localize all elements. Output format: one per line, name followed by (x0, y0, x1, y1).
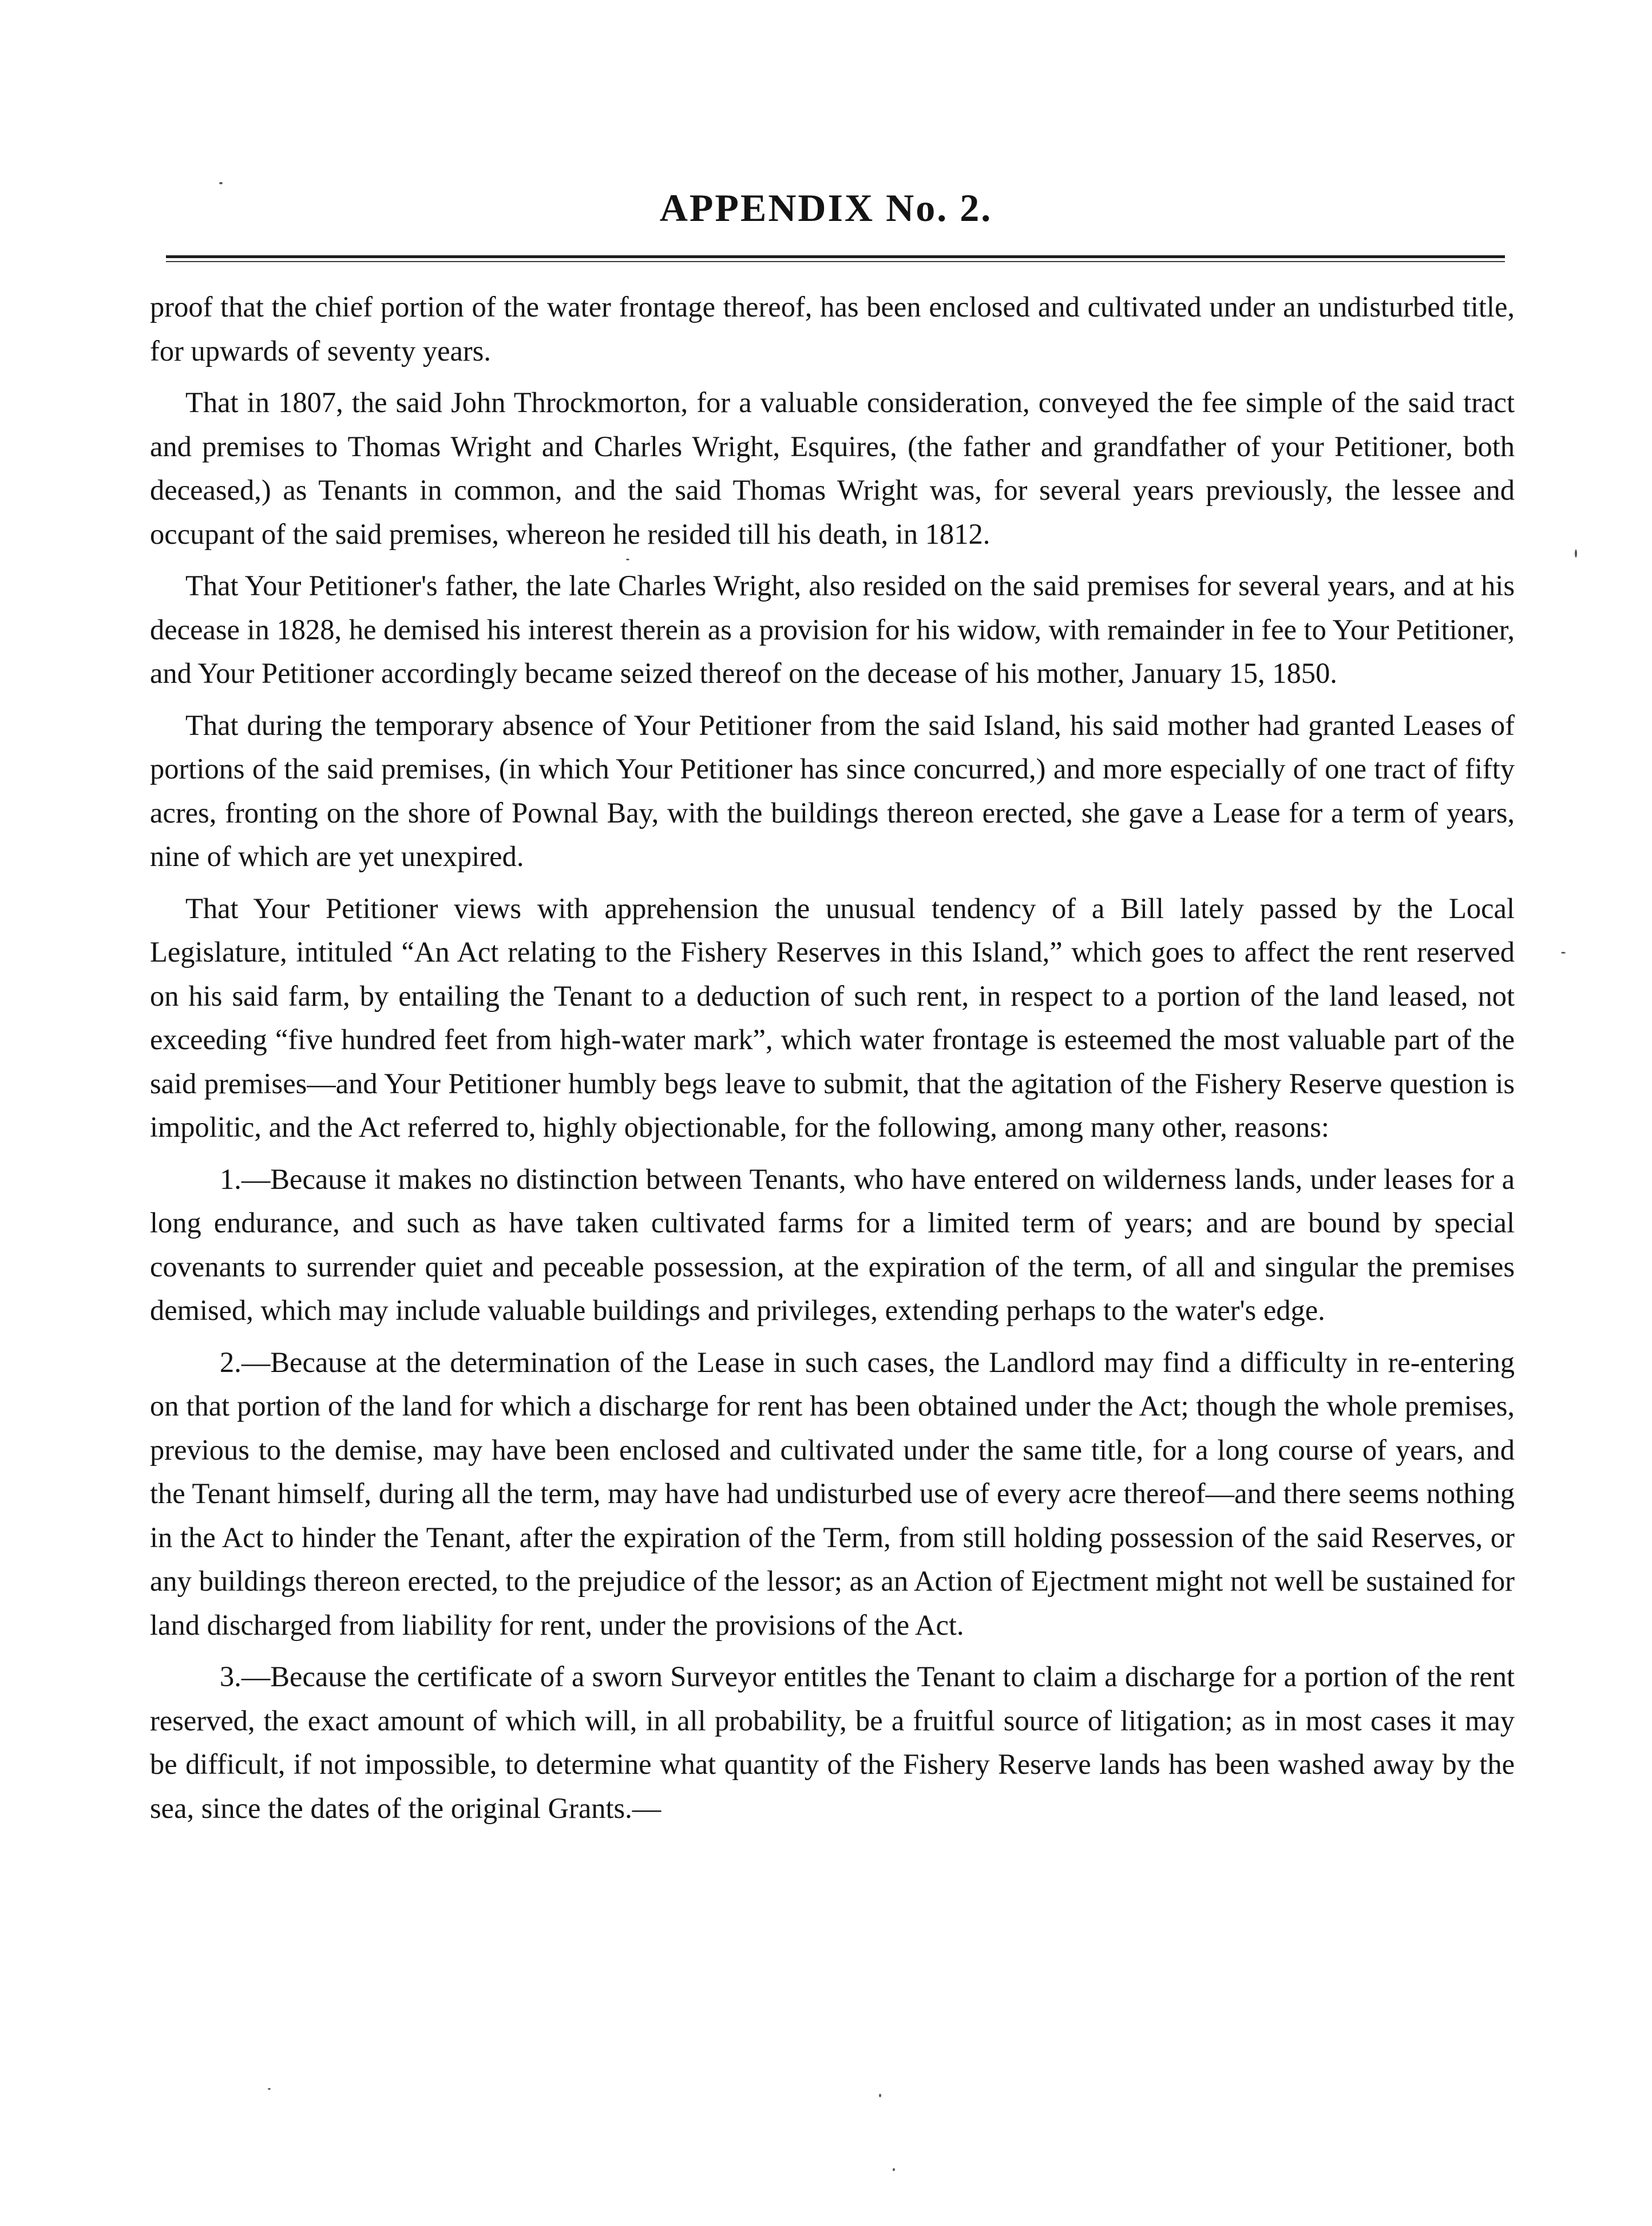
paragraph-continuation: proof that the chief portion of the water frontage thereof, has been enclosed and cultivated under an undisturbed title, for upwards of seventy years. (150, 291, 1515, 367)
heading-rule-lower (166, 261, 1505, 262)
page-heading: APPENDIX No. 2. (659, 186, 993, 230)
reason-1: 1.—Because it makes no distinction between Tenants, who have entered on wilderness lands, under leases for a long endurance, and such as have taken cultivated farms for a limited term of years; and are bound by special covenants to surrender quiet and peceable possession, at the expiration of the term, of all and singular the premises demised, which may include valuable buildings and privileges, extending perhaps to the water's edge. (150, 1163, 1515, 1326)
scan-speck (1575, 549, 1577, 558)
paragraph-bill-objection: That Your Petitioner views with apprehension the unusual tendency of a Bill lately passed by the Local Legislature, intituled “An Act relating to the Fishery Reserves in this Island,” which goes to affect the rent reserved on his said farm, by entailing the Tenant to a deduction of such rent, in respect to a portion of the land leased, not exceeding “five hundred feet from high-water mark”, which water frontage is esteemed the most valuable part of the said premises—and Your Petitioner humbly begs leave to submit, that the agitation of the Fishery Reserve question is impolitic, and the Act referred to, highly objectionable, for the following, among many other, reasons: (150, 892, 1515, 1143)
body-text (150, 285, 1515, 1838)
reason-2: 2.—Because at the determination of the Lease in such cases, the Landlord may find a difficulty in re-entering on that portion of the land for which a discharge for rent has been obtained under the Act; though the whole premises, previous to the demise, may have been enclosed and cultivated under the same title, for a long course of years, and the Tenant himself, during all the term, may have had undisturbed use of every acre thereof—and there seems nothing in the Act to hinder the Tenant, after the expiration of the Term, from still holding possession of the said Reserves, or any buildings thereon erected, to the prejudice of the lessor; as an Action of Ejectment might not well be sustained for land discharged from liability for rent, under the provisions of the Act. (150, 1346, 1515, 1641)
scan-speck (626, 559, 629, 560)
paragraph-fathers-residence: That Your Petitioner's father, the late Charles Wright, also resided on the said premises for several years, and at his decease in 1828, he demised his interest therein as a provision for his widow, with remainder in fee to Your Petitioner, and Your Petitioner accordingly became seized thereof on the decease of his mother, January 15, 1850. (150, 570, 1515, 689)
scan-speck (893, 2168, 895, 2171)
scan-speck (879, 2094, 881, 2097)
heading-rule (166, 255, 1505, 258)
scan-speck (219, 182, 223, 184)
scan-speck (268, 2088, 271, 2090)
paragraph-conveyance-1807: That in 1807, the said John Throckmorton, for a valuable consideration, conveyed the fee simple of the said tract and premises to Thomas Wright and Charles Wright, Esquires, (the father and grandfather of your Petitioner, both deceased,) as Tenants in common, and the said Thomas Wright was, for several years previously, the lessee and occupant of the said premises, whereon he resided till his death, in 1812. (150, 386, 1515, 550)
scan-speck (1561, 952, 1566, 954)
reason-3: 3.—Because the certificate of a sworn Surveyor entitles the Tenant to claim a discharge for a portion of the rent reserved, the exact amount of which will, in all probability, be a fruitful source of litigation; as in most cases it may be difficult, if not impossible, to determine what quantity of the Fishery Reserve lands has been washed away by the sea, since the dates of the original Grants.— (150, 1660, 1515, 1824)
paragraph-leases-granted: That during the temporary absence of Your Petitioner from the said Island, his said mother had granted Leases of portions of the said premises, (in which Your Petitioner has since concurred,) and more especially of one tract of fifty acres, fronting on the shore of Pownal Bay, with the buildings thereon erected, she gave a Lease for a term of years, nine of which are yet unexpired. (150, 709, 1515, 872)
